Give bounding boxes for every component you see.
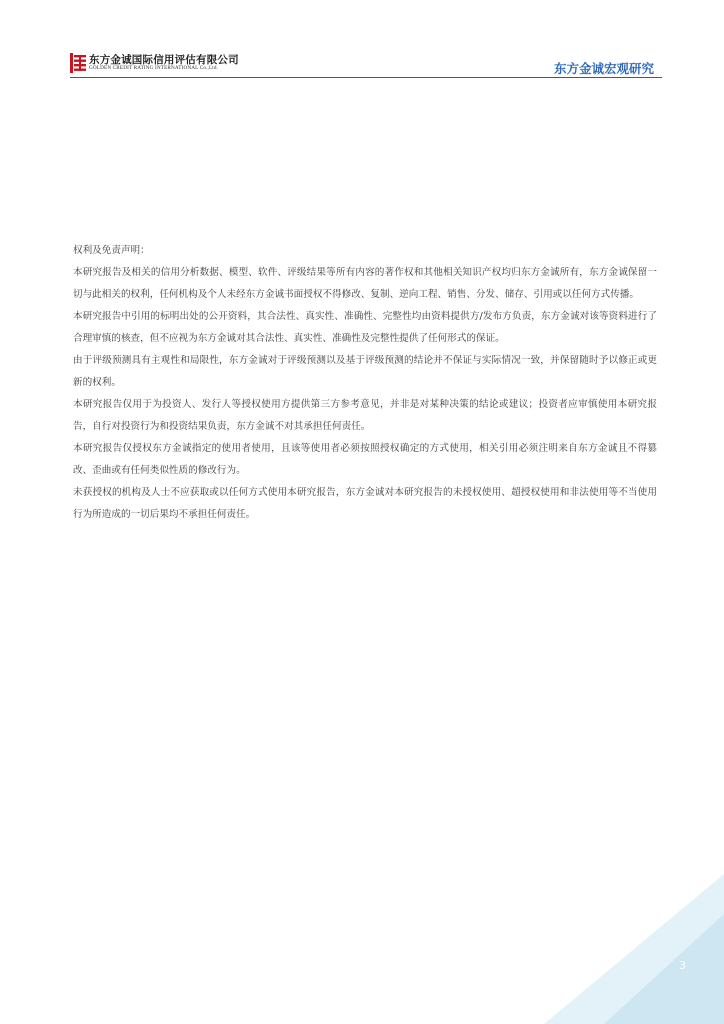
header-divider	[70, 77, 662, 78]
disclaimer-paragraph: 未获授权的机构及人士不应获取或以任何方式使用本研究报告，东方金诚对本研究报告的未授权使用、超授权使用和非法使用等不当使用行为所造成的一切后果均不承担任何责任。	[73, 487, 657, 520]
disclaimer-heading: 权利及免责声明：	[73, 245, 150, 256]
report-series-title: 东方金诚宏观研究	[553, 61, 654, 76]
page-header	[70, 50, 662, 78]
disclaimer-paragraph: 由于评级预测具有主观性和局限性，东方金诚对于评级预测以及基于评级预测的结论并不保证与实际情况一致，并保留随时予以修正或更新的权利。	[73, 355, 657, 388]
disclaimer-section	[73, 240, 657, 526]
disclaimer-paragraph: 本研究报告仅授权东方金诚指定的使用者使用，且该等使用者必须按照授权确定的方式使用，相关引用必须注明来自东方金诚且不得篡改、歪曲或有任何类似性质的修改行为。	[73, 443, 657, 476]
disclaimer-paragraph: 本研究报告及相关的信用分析数据、模型、软件、评级结果等所有内容的著作权和其他相关知识产权均归东方金诚所有，东方金诚保留一切与此相关的权利，任何机构及个人未经东方金诚书面授权不得修改、复制、逆向工程、销售、分发、储存、引用或以任何方式传播。	[73, 267, 657, 300]
disclaimer-paragraph: 本研究报告仅用于为投资人、发行人等授权使用方提供第三方参考意见，并非是对某种决策的结论或建议；投资者应审慎使用本研究报告，自行对投资行为和投资结果负责，东方金诚不对其承担任何责任。	[73, 399, 657, 432]
disclaimer-paragraph: 本研究报告中引用的标明出处的公开资料，其合法性、真实性、准确性、完整性均由资料提供方/发布方负责，东方金诚对该等资料进行了合理审慎的核查，但不应视为东方金诚对其合法性、真实性、准确性及完整性提供了任何形式的保证。	[73, 311, 657, 344]
company-logo	[70, 52, 239, 74]
page-number: 3	[679, 959, 686, 972]
logo-chinese-name: 东方金诚国际信用评估有限公司	[89, 53, 239, 66]
logo-english-name: GOLDEN CREDIT RATING INTERNATIONAL Co.,Ltd.	[89, 65, 219, 72]
corner-decoration	[544, 874, 724, 1024]
logo-emblem-icon	[70, 53, 86, 73]
